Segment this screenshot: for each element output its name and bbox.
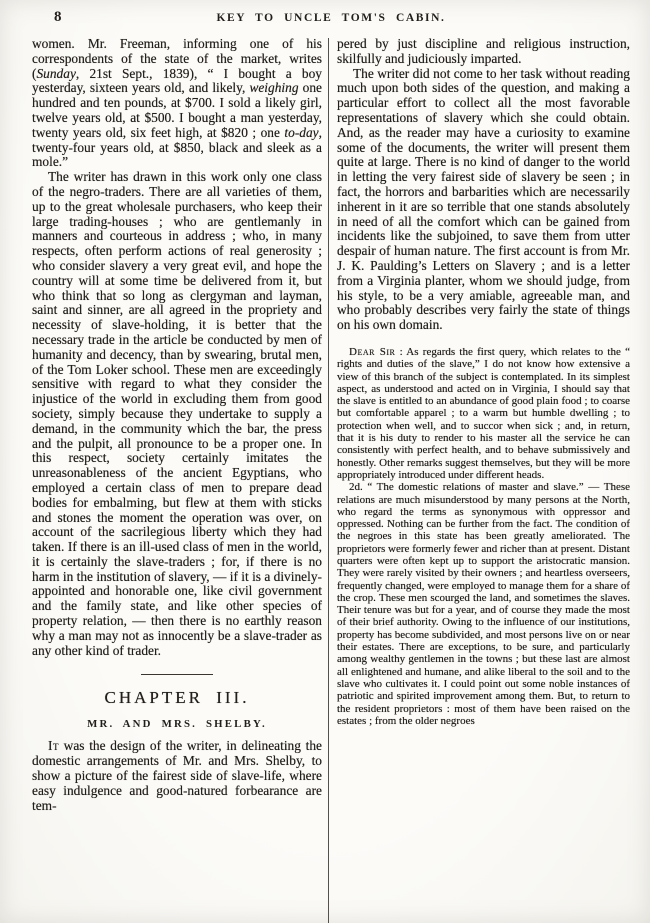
paragraph: The writer did not come to her task without reading much upon both sides of the question, and making a particular effort to collect all the most favorable representations of slavery which she could obtain. And, as the reader may have a curiosity to examine some of the documents, the writer will present them quite at large. There is no kind of danger to the world in letting the very fairest side of slavery be seen ; in fact, the horrors and barbarities which are necessarily inherent in it are so terrible that one stands absolutely in need of all the comfort which can be gained from incidents like the subjoined, to save them from utter despair of human nature. The first account is from Mr. J. K. Paulding’s Letters on Slavery ; and is a letter from a Virginia planter, whom we should judge, from his style, to be a very amiable, agreeable man, and who probably describes very fairly the state of things on his own domain. bbox=[337, 65, 630, 333]
text-segment: was the design of the writer, in delineating the domestic arrangements of Mr. and Mrs. Shelby, to show a picture of the fairest side of slave-life, where easy indulgence and good-natured forbearance are tem- bbox=[32, 738, 322, 813]
page-number: 8 bbox=[54, 9, 62, 25]
left-column bbox=[32, 37, 322, 923]
smallcaps-lead: It bbox=[48, 738, 59, 754]
paragraph bbox=[337, 346, 630, 481]
paragraph bbox=[32, 37, 322, 170]
italic-text: Sunday bbox=[36, 65, 76, 81]
italic-text: weighing bbox=[249, 80, 299, 96]
section-divider-rule bbox=[141, 674, 213, 675]
running-head bbox=[32, 9, 630, 28]
text-columns bbox=[32, 37, 630, 923]
paragraph: The writer has drawn in this work only one class of the negro-traders. There are all varieties of them, up to the great wholesale purchasers, who keep their large trading-houses ; who are gentlemanly in manners and courteous in address ; who, in many respects, often perform actions of real generosity ; who consider slavery a very great evil, and hope the country will at some time be delivered from it, but who think that so long as clergyman and layman, saint and sinner, are all agreed in the propriety and necessity of slave-holding, it is better that the necessary trade in the article be conducted by men of humanity and decency, than by swearing, brutal men, of the Tom Loker school. These men are exceedingly sensitive with regard to what they consider the injustice of the world in excluding them from good society, simply because they undertake to supply a demand, in the community which the bar, the press and the pulpit, all pronounce to be a proper one. In this respect, society certainly imitates the unreasonableness of the ancient Egyptians, who employed a certain class of men to prepare dead bodies for embalming, but flew at them with sticks and stones the moment the operation was over, on account of the sacrilegious liberty which they had taken. If there is an ill-used class of men in the world, it is certainly the slave-traders ; for, if there is no harm in the institution of slavery, — if it is a divinely-appointed and honorable one, like civil government and the family state, and like other species of property relation, — then there is no earthly reason why a man may not as innocently be a slave-trader as any other kind of trader. bbox=[32, 169, 322, 658]
running-title: KEY TO UNCLE TOM'S CABIN. bbox=[216, 12, 446, 24]
italic-text: to-day bbox=[284, 124, 319, 140]
text-segment: : As regards the first query, which relates to the “ rights and duties of the slave,” I do not know how extensive a view of this branch of the subject is contemplated. In its simplest aspect, as understood and acted on in Virginia, I should say that the slave is entitled to an abundance of good plain food ; to coarse but comfortable apparel ; to a warm but humble dwelling ; to protection when well, and to succor when sick ; and, in return, that it is his duty to render to his master all the service he can consistently with perfect health, and to behave submissively and honestly. Other remarks suggest themselves, but they will be more appropriately introduced under different heads. bbox=[337, 345, 630, 481]
chapter-subheading: MR. AND MRS. SHELBY. bbox=[87, 718, 267, 731]
text-segment: one hundred and ten pounds, at $700. I sold a likely girl, twelve years old, at $500. I bought a man yesterday, twenty years old, six feet high, at $820 ; one bbox=[32, 80, 322, 140]
paragraph: pered by just discipline and religious instruction, skilfully and judiciously imparted. bbox=[337, 37, 630, 66]
text-segment: , twenty-four years old, at $850, black and sleek as a mole.” bbox=[32, 124, 322, 170]
text-segment: , 21st Sept., 1839), “ I bought a boy yesterday, sixteen years old, and likely, bbox=[32, 65, 322, 96]
smallcaps-lead: Dear Sir bbox=[349, 345, 396, 358]
paragraph bbox=[32, 739, 322, 813]
letter-excerpt bbox=[337, 346, 630, 727]
chapter-heading: CHAPTER III. bbox=[104, 688, 250, 708]
text-segment: women. Mr. Freeman, informing one of his correspondents of the state of the market, writes ( bbox=[32, 37, 322, 81]
column-divider-rule bbox=[328, 38, 329, 923]
paragraph: 2d. “ The domestic relations of master and slave.” — These relations are much misunderstood by many persons at the North, who regard the terms as synonymous with oppressor and oppressed. Nothing can be further from the fact. The condition of the negroes in this state has been greatly ameliorated. The proprietors were formerly fewer and richer than at present. Distant quarters were often kept up to support the aristocratic mansion. They were rarely visited by their owners ; and heartless overseers, frequently changed, were employed to manage them for a share of the crop. These men scourged the land, and sometimes the slaves. Their tenure was but for a year, and of course they made the most of their brief authority. Owing to the influence of our institutions, property has become subdivided, and most persons live on or near their estates. There are exceptions, to be sure, and particularly among wealthy gentlemen in the towns ; but these last are almost all enlightened and humane, and alike liberal to the soil and to the slave who cultivates it. I could point out some noble instances of patriotic and spirited improvement among them. But, to return to the resident proprietors : most of them have been raised on the estates ; from the older negroes bbox=[337, 481, 630, 727]
right-column bbox=[337, 37, 630, 923]
